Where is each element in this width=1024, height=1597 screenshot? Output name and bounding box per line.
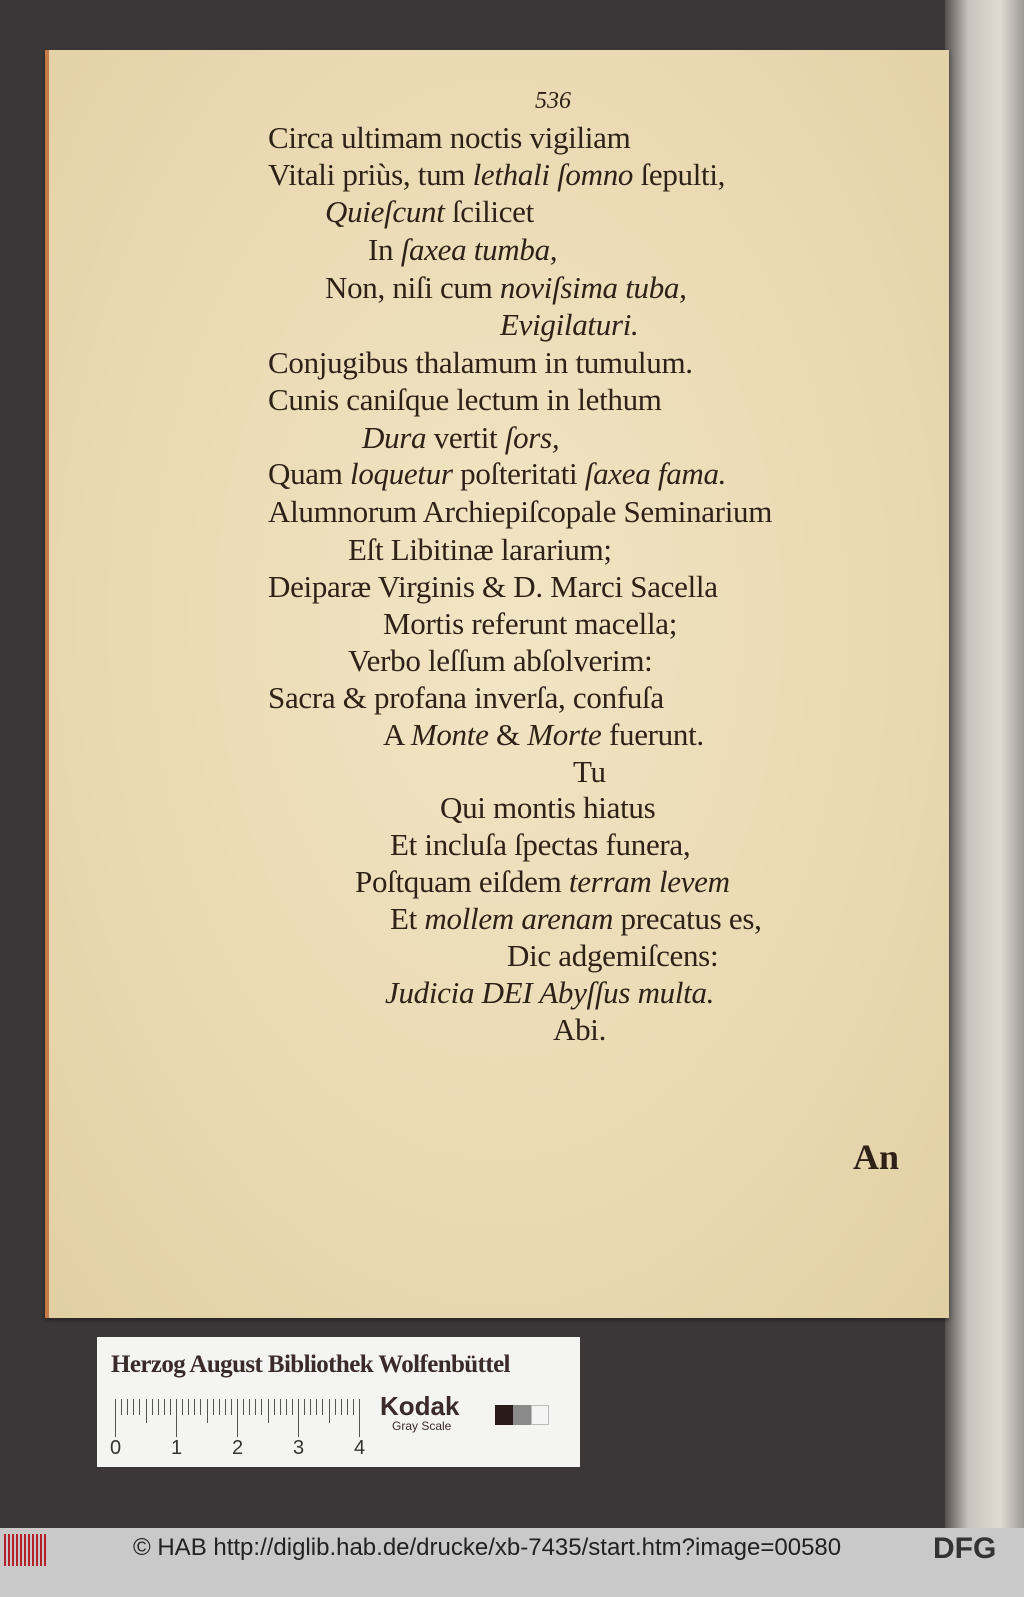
ruler-tick: [310, 1399, 311, 1415]
ruler-tick: [335, 1399, 336, 1415]
text-line: [268, 157, 725, 193]
text-line: [348, 532, 612, 568]
roman-text: Mortis referunt macella;: [383, 606, 678, 641]
text-line: [440, 790, 655, 826]
catchword: An: [853, 1137, 900, 1177]
ruler-tick: [194, 1399, 195, 1415]
text-line: [268, 494, 772, 530]
ruler-tick: [133, 1399, 134, 1415]
italic-text: Quieſcunt: [325, 194, 445, 229]
text-line: [268, 569, 718, 605]
ruler-tick: [225, 1399, 226, 1415]
roman-text: Eſt Libitinæ lararium;: [348, 532, 612, 567]
italic-text: terram levem: [568, 864, 730, 899]
roman-text: Cunis caniſque lectum in lethum: [268, 382, 662, 417]
ruler-tick: [347, 1399, 348, 1415]
ruler-tick: [322, 1399, 323, 1415]
roman-text: Quam: [268, 456, 351, 491]
dfg-logo: DFG: [933, 1532, 997, 1565]
ruler-tick: [249, 1399, 250, 1415]
footer-link[interactable]: © HAB http://diglib.hab.de/drucke/xb-7435/start.htm?image=00580: [133, 1534, 842, 1561]
italic-text: Dura: [362, 420, 427, 455]
hab-logo-icon: [4, 1534, 48, 1566]
ruler-tick: [158, 1399, 159, 1415]
library-name: Herzog August Bibliothek Wolfenbüttel: [111, 1351, 510, 1378]
ruler-label: 1: [171, 1437, 183, 1459]
roman-text: Alumnorum Archiepiſcopale Seminarium: [268, 494, 773, 529]
roman-text: In: [368, 232, 401, 267]
text-line: [553, 1012, 606, 1048]
italic-text: mollem arenam: [424, 901, 614, 936]
ruler-tick: [298, 1399, 299, 1437]
swatch-mid: [513, 1405, 531, 1425]
italic-text: Monte: [410, 717, 489, 752]
adjacent-page-edge: [945, 0, 1024, 1528]
text-line: [348, 643, 652, 679]
ruler-tick: [182, 1399, 183, 1415]
roman-text: Non, niſi cum: [325, 270, 500, 305]
swatch-dark: [495, 1405, 513, 1425]
roman-text: precatus es,: [613, 901, 762, 936]
ruler-tick: [176, 1399, 177, 1437]
roman-text: Conjugibus thalamum in tumulum.: [268, 345, 693, 380]
ruler-tick: [353, 1399, 354, 1415]
ruler-tick: [139, 1399, 140, 1415]
ruler-tick: [127, 1399, 128, 1415]
text-line: [362, 420, 559, 456]
ruler-tick: [219, 1399, 220, 1415]
roman-text: Sacra & profana inverſa, confuſa: [268, 680, 664, 715]
ruler-tick: [200, 1399, 201, 1415]
roman-text: Poſtquam eiſdem: [355, 864, 569, 899]
roman-text: Dic adgemiſcens:: [507, 938, 719, 973]
text-line: [268, 345, 693, 381]
text-line: [355, 864, 730, 900]
text-line: [383, 606, 677, 642]
swatch-light: [531, 1405, 549, 1425]
ruler-tick: [207, 1399, 208, 1423]
page-number: 536: [535, 88, 571, 114]
color-scale-card: [97, 1337, 580, 1467]
roman-text: A: [383, 717, 411, 752]
text-line: [383, 717, 704, 753]
italic-text: Judicia DEI Abyſſus multa.: [385, 975, 715, 1010]
ruler-tick: [261, 1399, 262, 1415]
ruler-tick: [121, 1399, 122, 1415]
ruler-tick: [268, 1399, 269, 1423]
text-line: [325, 270, 687, 306]
ruler-tick: [274, 1399, 275, 1415]
roman-text: Circa ultimam noctis vigiliam: [268, 120, 631, 155]
ruler-tick: [341, 1399, 342, 1415]
kodak-logo: Kodak: [380, 1391, 460, 1421]
ruler-tick: [115, 1399, 116, 1437]
ruler-label: 3: [293, 1437, 305, 1459]
ruler-tick: [164, 1399, 165, 1415]
roman-text: Et incluſa ſpectas funera,: [390, 827, 691, 862]
roman-text: Vitali priùs, tum: [268, 157, 473, 192]
ruler-label: 4: [354, 1437, 366, 1459]
roman-text: Verbo leſſum abſolverim:: [348, 643, 653, 678]
roman-text: &: [488, 717, 528, 752]
ruler-tick: [243, 1399, 244, 1415]
footer-bar: [0, 1528, 1024, 1597]
ruler-tick: [304, 1399, 305, 1415]
ruler-tick: [237, 1399, 238, 1437]
ruler-tick: [213, 1399, 214, 1415]
text-line: [385, 975, 714, 1011]
ruler-tick: [146, 1399, 147, 1423]
ruler-tick: [280, 1399, 281, 1415]
ruler: [115, 1399, 360, 1439]
text-line: [390, 901, 762, 937]
roman-text: fuerunt.: [601, 717, 704, 752]
ruler-tick: [329, 1399, 330, 1423]
ruler-tick: [359, 1399, 360, 1437]
gray-scale-label: Gray Scale: [392, 1419, 452, 1433]
italic-text: loquetur: [350, 456, 453, 491]
text-line: [507, 938, 718, 974]
roman-text: poſteritati: [452, 456, 585, 491]
italic-text: ſors,: [504, 420, 560, 455]
roman-text: ſcilicet: [444, 194, 534, 229]
ruler-tick: [152, 1399, 153, 1415]
italic-text: lethali ſomno: [472, 157, 634, 192]
text-line: [268, 680, 664, 716]
roman-text: Abi.: [553, 1012, 607, 1047]
text-line: [390, 827, 690, 863]
roman-text: Qui montis hiatus: [440, 790, 656, 825]
roman-text: Tu: [573, 754, 606, 789]
text-line: [325, 194, 534, 230]
italic-text: ſaxea tumba,: [400, 232, 558, 267]
text-line: [268, 382, 662, 418]
ruler-tick: [231, 1399, 232, 1415]
ruler-tick: [316, 1399, 317, 1415]
roman-text: ſepulti,: [633, 157, 726, 192]
roman-text: Deiparæ Virginis & D. Marci Sacella: [268, 569, 718, 604]
ruler-tick: [255, 1399, 256, 1415]
ruler-tick: [286, 1399, 287, 1415]
roman-text: vertit: [426, 420, 505, 455]
italic-text: noviſsima tuba,: [499, 270, 687, 305]
text-line: [368, 232, 557, 268]
text-line: [573, 754, 606, 790]
italic-text: Evigilaturi.: [500, 307, 639, 342]
text-line: [268, 120, 630, 156]
ruler-label: 2: [232, 1437, 244, 1459]
ruler-label: 0: [110, 1437, 122, 1459]
italic-text: ſaxea fama.: [584, 456, 727, 491]
ruler-tick: [170, 1399, 171, 1415]
text-line: [500, 307, 638, 343]
text-line: [268, 456, 726, 492]
ruler-tick: [188, 1399, 189, 1415]
ruler-tick: [292, 1399, 293, 1415]
italic-text: Morte: [527, 717, 602, 752]
roman-text: Et: [390, 901, 425, 936]
